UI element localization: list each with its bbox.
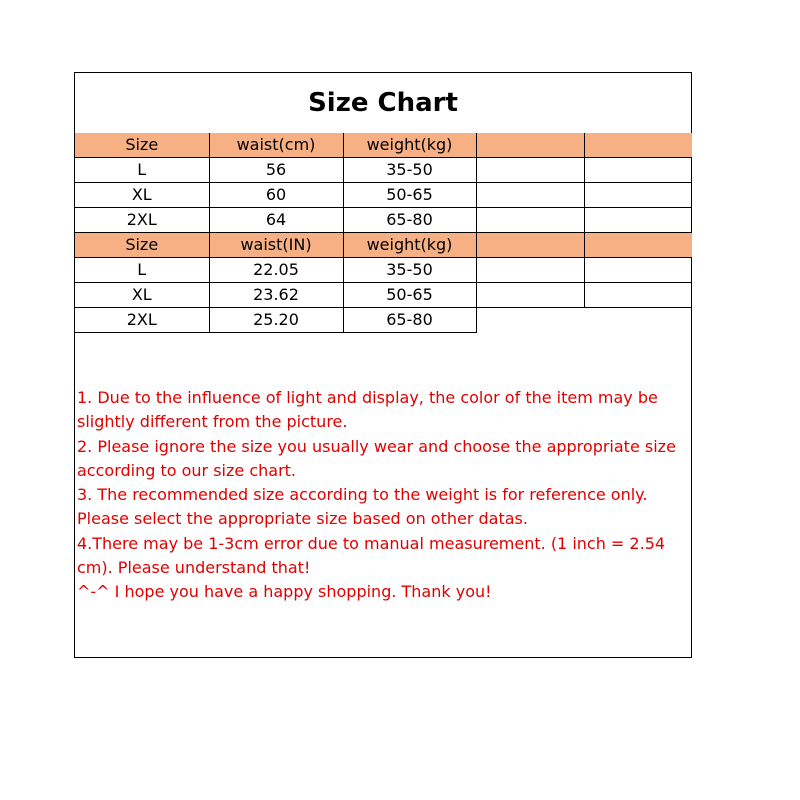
cell-size: 2XL: [75, 308, 209, 333]
header-waist-cm: waist(cm): [209, 133, 343, 158]
header-empty: [476, 133, 584, 158]
header-empty: [584, 233, 692, 258]
header-empty: [584, 133, 692, 158]
cell-empty: [584, 283, 692, 308]
cell-empty: [476, 158, 584, 183]
cell-size: 2XL: [75, 208, 209, 233]
table-row: [75, 158, 692, 183]
size-table: [75, 133, 692, 333]
cell-empty: [584, 258, 692, 283]
cell-waist: 23.62: [209, 283, 343, 308]
cell-empty: [584, 208, 692, 233]
cell-weight: 65-80: [343, 308, 476, 333]
header-size: Size: [75, 133, 209, 158]
cell-waist: 64: [209, 208, 343, 233]
cell-weight: 50-65: [343, 283, 476, 308]
cell-empty: [584, 158, 692, 183]
table-row: [75, 183, 692, 208]
in-header-row: [75, 233, 692, 258]
header-size: Size: [75, 233, 209, 258]
header-waist-in: waist(IN): [209, 233, 343, 258]
cell-empty: [476, 183, 584, 208]
header-weight-kg: weight(kg): [343, 133, 476, 158]
notes-block: [77, 386, 689, 605]
cell-weight: 65-80: [343, 208, 476, 233]
cell-weight: 50-65: [343, 183, 476, 208]
note-4: 4.There may be 1-3cm error due to manual measurement. (1 inch = 2.54 cm). Please understand that!: [77, 533, 666, 578]
table-row: [75, 283, 692, 308]
cell-size: XL: [75, 183, 209, 208]
cell-waist: 60: [209, 183, 343, 208]
note-3: 3. The recommended size according to the weight is for reference only. Please select the appropriate size based on other datas.: [77, 485, 648, 529]
note-5: ^-^ I hope you have a happy shopping. Thank you!: [77, 582, 492, 602]
header-empty: [476, 233, 584, 258]
cell-empty: [476, 208, 584, 233]
cell-empty: [476, 283, 584, 308]
chart-title: Size Chart: [308, 88, 458, 118]
cell-waist: 22.05: [209, 258, 343, 283]
cell-size: L: [75, 158, 209, 183]
table-row: [75, 208, 692, 233]
cell-empty: [476, 258, 584, 283]
size-chart: [74, 72, 692, 658]
note-2: 2. Please ignore the size you usually wear and choose the appropriate size according to our size chart.: [77, 436, 676, 480]
cell-size: L: [75, 258, 209, 283]
cell-empty: [476, 308, 692, 333]
table-row: [75, 308, 692, 333]
header-weight-kg: weight(kg): [343, 233, 476, 258]
cell-weight: 35-50: [343, 258, 476, 283]
cell-size: XL: [75, 283, 209, 308]
cm-header-row: [75, 133, 692, 158]
cell-waist: 56: [209, 158, 343, 183]
table-row: [75, 258, 692, 283]
cell-weight: 35-50: [343, 158, 476, 183]
cell-waist: 25.20: [209, 308, 343, 333]
cell-empty: [584, 183, 692, 208]
note-1: 1. Due to the influence of light and display, the color of the item may be slightly different from the picture.: [77, 388, 658, 432]
